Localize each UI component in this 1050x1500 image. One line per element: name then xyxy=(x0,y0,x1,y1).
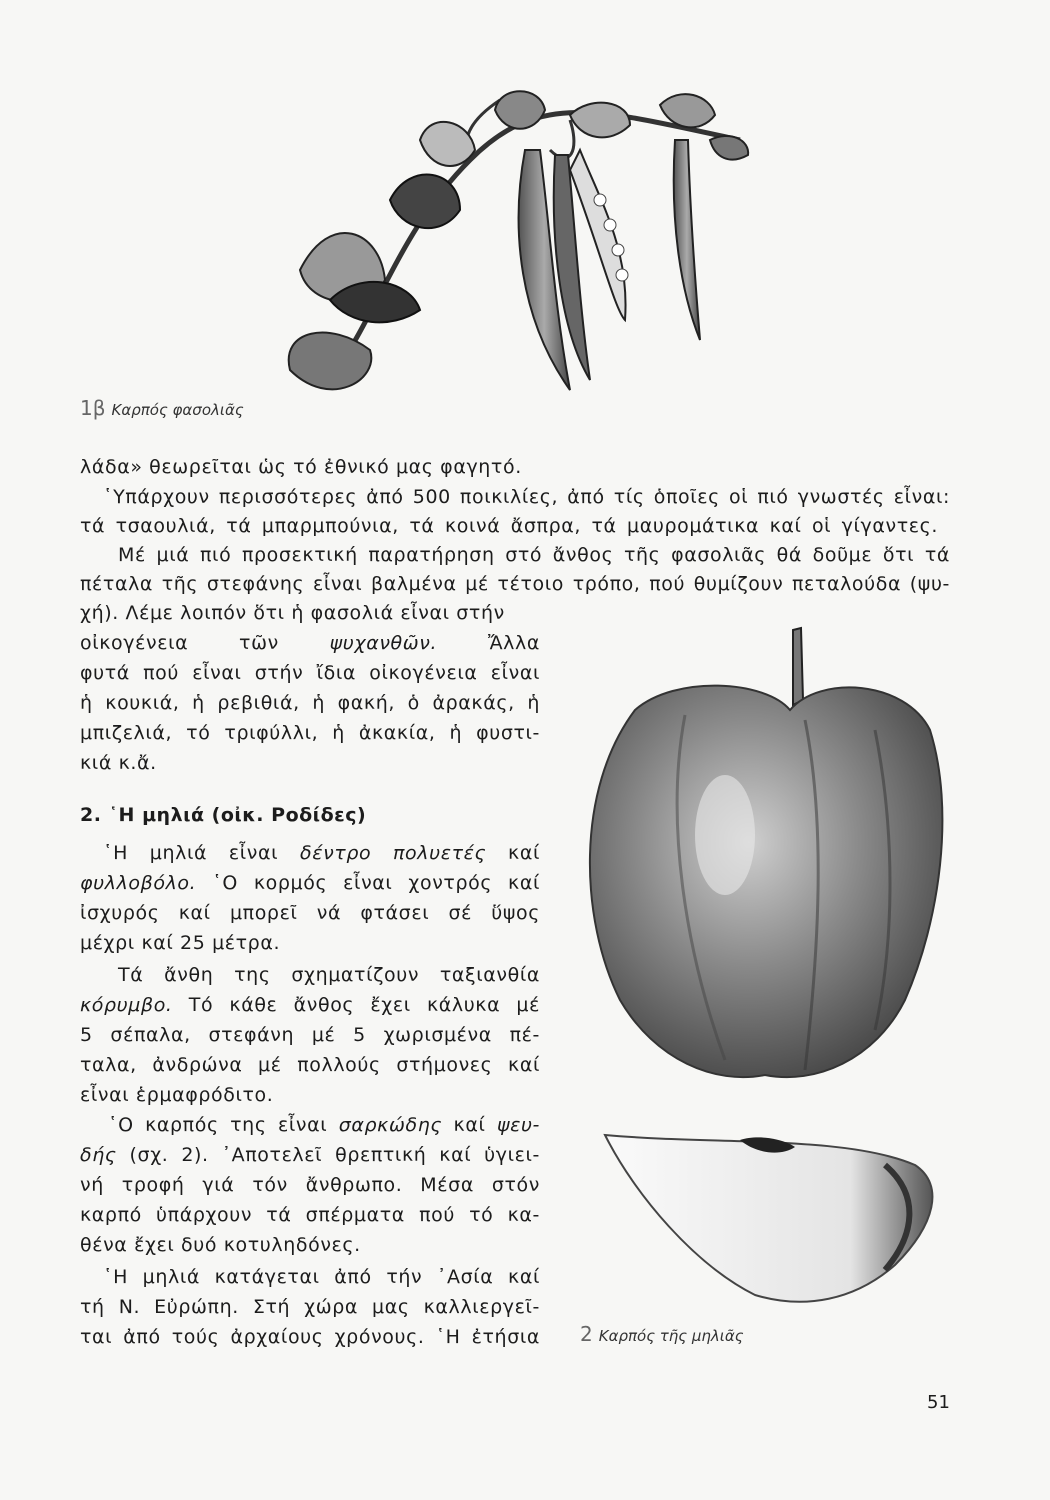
paragraph-line xyxy=(103,840,540,866)
paragraph-line: εἶναι ἑρμαφρόδιτο. xyxy=(80,1084,274,1106)
figure-1b-caption-text: Καρπός φασολιᾶς xyxy=(111,401,244,419)
apple-slice-illustration xyxy=(595,1125,940,1315)
paragraph-text: καί xyxy=(486,842,541,864)
paragraph-line xyxy=(80,630,540,656)
paragraph-line: μπιζελιά, τό τριφύλλι, ἡ ἀκακία, ἡ φυστι- xyxy=(80,722,540,744)
italic-term: φυλλοβόλο. xyxy=(80,872,197,894)
paragraph-text: Τό κάθε ἄνθος ἔχει κάλυκα μέ xyxy=(172,994,540,1016)
paragraph-text: Ἄλλα xyxy=(437,632,540,654)
paragraph-line: φυτά πού εἶναι στήν ἴδια οἰκογένεια εἶναι xyxy=(80,662,540,684)
italic-term: δής xyxy=(80,1144,117,1166)
paragraph-line: ῾Η μηλιά κατάγεται ἀπό τήν ᾿Ασία καί xyxy=(103,1266,540,1288)
figure-1b-number: 1β xyxy=(80,396,106,420)
paragraph-line: κιά κ.ἄ. xyxy=(80,752,157,774)
italic-term: ψυχανθῶν. xyxy=(329,632,438,654)
paragraph-line: ται ἀπό τούς ἀρχαίους χρόνους. ῾Η ἐτήσια xyxy=(80,1326,540,1348)
paragraph-text: οἰκογένεια τῶν xyxy=(80,632,330,654)
paragraph-line: καρπό ὑπάρχουν τά σπέρματα πού τό κα- xyxy=(80,1204,540,1226)
figure-2-number: 2 xyxy=(580,1322,593,1346)
paragraph-line: Μέ μιά πιό προσεκτική παρατήρηση στό ἄνθος τῆς φασολιᾶς θά δοῦμε ὅτι τά xyxy=(118,544,950,566)
apple-illustration xyxy=(575,620,945,1140)
paragraph-line xyxy=(80,870,540,896)
section-heading: 2. ῾Η μηλιά (οἰκ. Ροδίδες) xyxy=(80,804,367,826)
paragraph-line: νή τροφή γιά τόν ἄνθρωπο. Μέσα στόν xyxy=(80,1174,540,1196)
paragraph-line: ἰσχυρός καί μπορεῖ νά φτάσει σέ ὕψος xyxy=(80,902,540,924)
paragraph-line: λάδα» θεωρεῖται ὡς τό ἐθνικό μας φαγητό. xyxy=(80,456,522,478)
paragraph-text: ῾Ο καρπός της εἶναι xyxy=(108,1114,339,1136)
figure-2-caption-text: Καρπός τῆς μηλιᾶς xyxy=(598,1327,744,1345)
bean-plant-illustration xyxy=(270,80,770,410)
paragraph-line: Τά ἄνθη της σχηματίζουν ταξιανθία xyxy=(118,964,540,986)
paragraph-line: ἡ κουκιά, ἡ ρεβιθιά, ἡ φακή, ὁ ἀρακάς, ἡ xyxy=(80,692,540,714)
paragraph-text: ῾Η μηλιά εἶναι xyxy=(103,842,300,864)
paragraph-line: τή Ν. Εὐρώπη. Στή χώρα μας καλλιεργεῖ- xyxy=(80,1296,540,1318)
page-number: 51 xyxy=(927,1392,950,1413)
italic-term: σαρκώδης xyxy=(338,1114,443,1136)
italic-term: κόρυμβο. xyxy=(80,994,173,1016)
italic-term: ψευ- xyxy=(496,1114,540,1136)
paragraph-line: τά τσαουλιά, τά μπαρμπούνια, τά κοινά ἄσπρα, τά μαυρομάτικα καί οἱ γίγαντες. xyxy=(80,515,938,537)
paragraph-line: ῾Υπάρχουν περισσότερες ἀπό 500 ποικιλίες, ἀπό τίς ὁποῖες οἱ πιό γνωστές εἶναι: xyxy=(103,486,950,508)
paragraph-text: καί xyxy=(442,1114,497,1136)
paragraph-line: θένα ἔχει δυό κοτυληδόνες. xyxy=(80,1234,361,1256)
paragraph-line: ταλα, ἀνδρώνα μέ πολλούς στήμονες καί xyxy=(80,1054,540,1076)
paragraph-line xyxy=(80,1142,540,1168)
figure-1b-caption xyxy=(80,396,244,420)
paragraph-line: 5 σέπαλα, στεφάνη μέ 5 χωρισμένα πέ- xyxy=(80,1024,540,1046)
paragraph-line: πέταλα τῆς στεφάνης εἶναι βαλμένα μέ τέτοιο τρόπο, πού θυμίζουν πεταλούδα (ψυ- xyxy=(80,573,950,595)
paragraph-text: ῾Ο κορμός εἶναι χοντρός καί xyxy=(196,872,540,894)
paragraph-line xyxy=(80,992,540,1018)
paragraph-line: χή). Λέμε λοιπόν ὅτι ἡ φασολιά εἶναι στήν xyxy=(80,602,505,624)
paragraph-line: μέχρι καί 25 μέτρα. xyxy=(80,932,281,954)
figure-2-caption xyxy=(580,1322,744,1346)
paragraph-text: (σχ. 2). ᾿Αποτελεῖ θρεπτική καί ὑγιει- xyxy=(116,1144,540,1166)
paragraph-line xyxy=(108,1112,540,1138)
italic-term: δέντρο πολυετές xyxy=(299,842,487,864)
